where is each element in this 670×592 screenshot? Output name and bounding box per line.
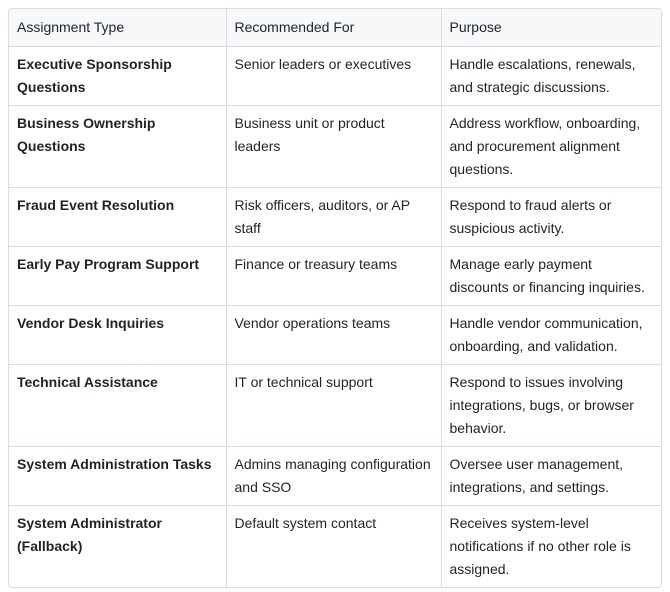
assignment-roles-table-grid — [9, 9, 661, 587]
cell-assignment-type: System Administration Tasks — [9, 447, 226, 506]
cell-recommended-for: Risk officers, auditors, or AP staff — [226, 188, 441, 247]
cell-assignment-type: Technical Assistance — [9, 365, 226, 447]
cell-recommended-for: IT or technical support — [226, 365, 441, 447]
assignment-roles-table — [8, 8, 662, 588]
cell-assignment-type: System Administrator (Fallback) — [9, 506, 226, 588]
cell-purpose: Manage early payment discounts or financing inquiries. — [441, 247, 661, 306]
cell-recommended-for: Business unit or product leaders — [226, 106, 441, 188]
cell-purpose: Respond to issues involving integrations, bugs, or browser behavior. — [441, 365, 661, 447]
cell-assignment-type: Vendor Desk Inquiries — [9, 306, 226, 365]
cell-recommended-for: Senior leaders or executives — [226, 47, 441, 106]
cell-assignment-type: Executive Sponsorship Questions — [9, 47, 226, 106]
cell-purpose: Receives system-level notifications if no other role is assigned. — [449, 515, 631, 577]
table-row-system-administration — [9, 447, 661, 506]
column-header-recommended-for: Recommended For — [226, 9, 441, 47]
table-row-technical-assistance — [9, 365, 661, 447]
cell-purpose: Respond to fraud alerts or suspicious activity. — [441, 188, 661, 247]
column-header-assignment-type: Assignment Type — [9, 9, 226, 47]
cell-assignment-type: Business Ownership Questions — [9, 106, 226, 188]
cell-purpose: Oversee user management, integrations, and settings. — [441, 447, 661, 506]
cell-recommended-for: Finance or treasury teams — [226, 247, 441, 306]
cell-assignment-type: Fraud Event Resolution — [9, 188, 226, 247]
cell-purpose: Handle escalations, renewals, and strategic discussions. — [441, 47, 661, 106]
column-header-purpose: Purpose — [441, 9, 661, 47]
cell-recommended-for: Default system contact — [226, 506, 441, 588]
table-row-business-ownership — [9, 106, 661, 188]
table-row-fraud-event — [9, 188, 661, 247]
table-row-executive-sponsorship — [9, 47, 661, 106]
cell-recommended-for: Admins managing configuration and SSO — [226, 447, 441, 506]
cell-recommended-for: Vendor operations teams — [226, 306, 441, 365]
table-row-early-pay — [9, 247, 661, 306]
cell-assignment-type: Early Pay Program Support — [9, 247, 226, 306]
table-header-row — [9, 9, 661, 47]
table-row-system-administrator-fallback — [9, 506, 661, 588]
cell-purpose: Address workflow, onboarding, and procurement alignment questions. — [441, 106, 661, 188]
cell-purpose: Handle vendor communication, onboarding, and validation. — [441, 306, 661, 365]
table-row-vendor-desk — [9, 306, 661, 365]
